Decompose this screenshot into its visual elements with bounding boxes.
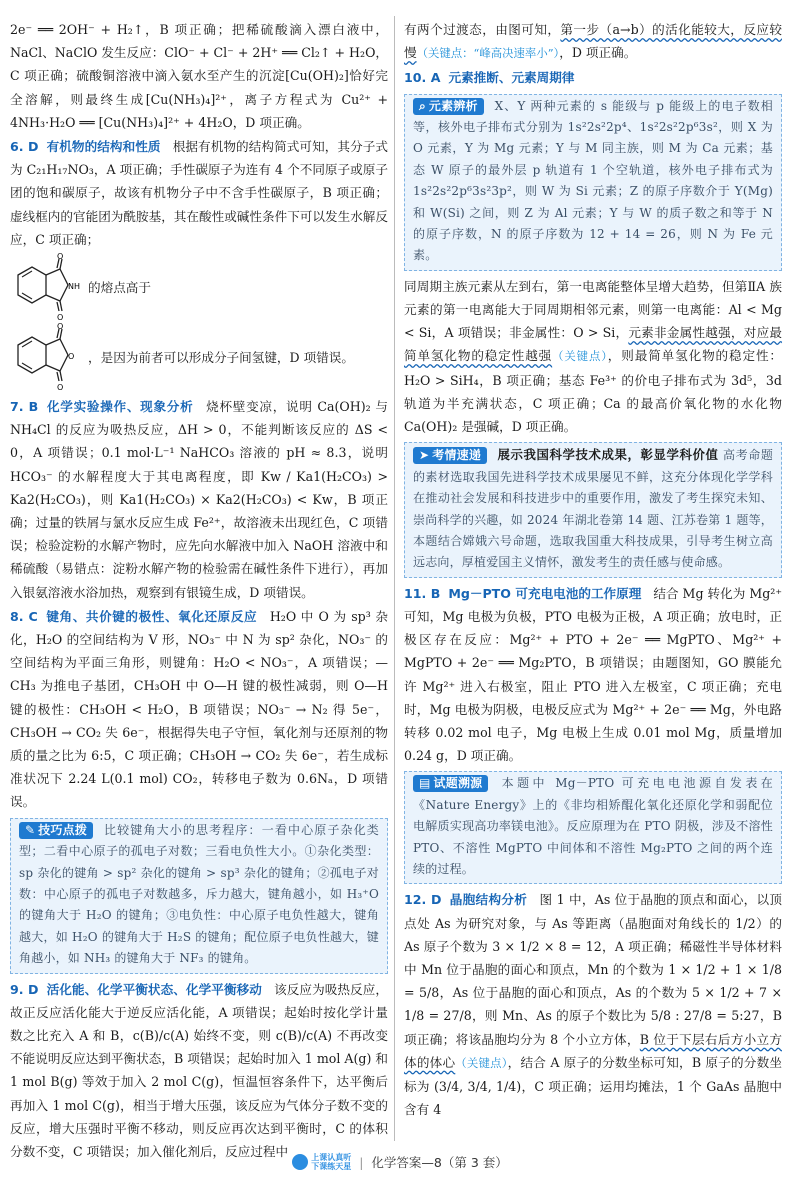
structure-atom-label: NH (68, 282, 80, 292)
right-column (404, 18, 782, 1143)
exam-text: 高考命题的素材选取我国先进科学技术成果屡见不鲜，这充分体现化学学科在推动社会发展和科技进步中的重要作用，激发了考生探究未知、崇尚科学的兴趣，如 2024 年湖北卷第 14 题、江苏卷第 1 题等，本题结合嫦娥六号命题，选取我国重大科技成果，引导考生树立高远志向，厚植爱国主义情怀，激发考生的责任感与使命感。 (413, 448, 774, 570)
q7-paragraph (10, 395, 388, 604)
q6-text-c: ，是因为前者可以形成分子间氢键，D 项错误。 (88, 350, 354, 366)
structure-atom-label: O (57, 322, 64, 332)
q12-text-a: 图 1 中，As 位于晶胞的顶点和面心，以顶点处 As 为研究对象，与 As 等距离（晶胞面对角线长的 1/2）的 As 原子个数为 3 × 1/2 × 8 = 12，A 项正确；稀磁性半导体材料中 Mn 位于晶胞的面心和顶点，Mn 的个数为 1 × 1/2 + 1 × 1/8 = 5/8，As 位于晶胞的面心和顶点，As 的个数为 5 × 1/2 + 7 × 1/8 = 27/8，则 Mn、As 的原子个数比为 5/8 : 27/8 = 5:27，B 项正确；将该晶胞均分为 8 个小立方体， (404, 892, 782, 1047)
source-tag-label: 试题溯源 (433, 776, 483, 791)
q9-number: 9. D (10, 981, 39, 997)
q6-text-b: 的熔点高于 (88, 280, 151, 296)
element-analysis-box (404, 94, 782, 271)
tip-tag (19, 822, 93, 839)
q10-heading (404, 66, 782, 89)
q10-paragraph (404, 275, 782, 438)
publisher-logo (292, 1153, 351, 1171)
q11-topic: Mg－PTO 可充电电池的工作原理 (448, 585, 642, 601)
intro-paragraph: 2e⁻ ══ 2OH⁻ + H₂↑，B 项正确；把稀硫酸滴入漂白液中，NaCl、NaClO 发生反应：ClO⁻ + Cl⁻ + 2H⁺ ══ Cl₂↑ + H₂O，C 项正确；硫酸铜溶液中滴入氨水至产生的沉淀[Cu(OH)₂]恰好完全溶解，则最终生成[Cu(NH₃)₄]²⁺，离子方程式为 Cu²⁺ + 4NH₃·H₂O ══ [Cu(NH₃)₄]²⁺ + 4H₂O，D 项正确。 (10, 22, 388, 130)
magnifier-icon: ⌕ (419, 98, 426, 113)
q12-text-b: B 位于下层右后方小立方体的体心 (404, 1031, 782, 1070)
q8-topic: 键角、共价键的极性、氧化还原反应 (46, 608, 258, 624)
cont-key-note: （关键点：“峰高决速率小”） (416, 46, 560, 61)
source-box (404, 771, 782, 884)
q10-topic: 元素推断、元素周期律 (448, 70, 575, 86)
q10-text-a: 同周期主族元素从左到右，第一电离能整体呈增大趋势，但第ⅡA 族元素的第一电离能大于同周期相邻元素，则第一电离能：Al < Mg < Si，A 项错误；非金属性：O > Si， (404, 278, 782, 341)
q6-structure-row-1 (10, 252, 388, 323)
tip-text: 比较键角大小的思考程序：一看中心原子杂化类型；二看中心原子的孤电子对数；三看电负性大小。①杂化类型：sp 杂化的键角 > sp² 杂化的键角 > sp³ 杂化的键角；②孤电子对数：中心原子的孤电子对数越多，斥力越大，键角越小，如 H₃⁺O 的键角大于 H₂O 的键角；③电负性：中心原子电负性越大，键角越大，如 H₂O 的键角大于 H₂S 的键角；配位原子电负性越大，键角越小，如 NH₃ 的键角大于 NF₃ 的键角。 (19, 822, 379, 966)
q8-number: 8. C (10, 608, 38, 624)
logo-line-1: 上课认真听 (311, 1153, 352, 1162)
element-text: X、Y 两种元素的 s 能级与 p 能级上的电子数相等，核外电子排布式分别为 1s²2s²2p⁴、1s²2s²2p⁶3s²，则 X 为 O 元素，Y 为 Mg 元素；Y 与 M 同主族，则 M 为 Ca 元素；基态 W 原子的最外层 p 轨道有 1 个空轨道，核外电子排布式为 1s²2s²2p⁶3s²3p²，则 W 为 Si 元素；Z 的原子序数介于 Y(Mg) 和 W(Si) 之间，则 Z 为 Al 元素；Y 与 W 的质子数之和等于 N 的原子序数，N 的原子序数为 12 + 14 = 26，则 N 为 Fe 元素。 (413, 98, 773, 263)
q8-text: H₂O 中 O 为 sp³ 杂化，H₂O 的空间结构为 V 形，NO₃⁻ 中 N 为 sp² 杂化，NO₃⁻ 的空间结构为平面三角形，则键角：H₂O < NO₃⁻，A 项错误；—CH₃ 为推电子基团，CH₃OH 中 O—H 键的极性减弱，则 O—H 键的极性：CH₃OH < H₂O，B 项错误；NO₃⁻ → N₂ 得 5e⁻，CH₃OH → CO₂ 失 6e⁻，根据得失电子守恒，氧化剂与还原剂的物质的量之比为 6:5，C 项正确；CH₃OH → CO₂ 失 6e⁻，若生成标准状况下 2.24 L(0.1 mol) CO₂，转移电子数为 0.6Nₐ，D 项错误。 (10, 608, 388, 810)
structure-atom-label: O (68, 352, 75, 362)
q12-number: 12. D (404, 892, 442, 908)
q6-number: 6. D (10, 139, 39, 155)
q9-paragraph (10, 978, 388, 1164)
cont-text-b: 第一步（a→b）的活化能较大，反应较慢 (404, 22, 782, 61)
q6-structure-row-2 (10, 322, 388, 393)
q6-topic: 有机物的结构和性质 (46, 139, 161, 155)
structure-atom-label: O (57, 313, 64, 323)
column-divider (394, 16, 395, 1141)
q12-paragraph (404, 888, 782, 1121)
document-icon: ▤ (419, 776, 431, 791)
q6-text-a: 根据有机物的结构简式可知，其分子式为 C₂₁H₁₇NO₃，A 项正确；手性碳原子为连有 4 个不同原子或原子团的饱和碳原子，故该有机物分子中不含手性碳原子，B 项正确；虚线框内的官能团为酰胺基，其在酸性或碱性条件下可以发生水解反应，C 项正确； (10, 139, 389, 247)
paper-plane-icon: ➤ (419, 448, 430, 463)
tip-tag-label: 技巧点拨 (38, 822, 88, 837)
q7-text: 烧杯壁变凉，说明 Ca(OH)₂ 与 NH₄Cl 的反应为吸热反应，ΔH > 0，不能判断该反应的 ΔS < 0，A 项错误；0.1 mol·L⁻¹ NaHCO₃ 溶液的 pH ≈ 8.3，说明 HCO₃⁻ 的水解程度大于其电离程度，即 Kw / Ka1(H₂CO₃) > Ka2(H₂CO₃)，则 Ka1(H₂CO₃) × Ka2(H₂CO₃) < Kw，B 项正确；过量的铁屑与氯水反应生成 Fe²⁺，故溶液未出现红色，C 项错误；检验淀粉的水解产物时，应先向水解液中加入 NaOH 溶液中和稀硫酸（易错点：淀粉水解产物的检验需在碱性条件下进行），再加入银氨溶液水浴加热，观察到有银镜生成，D 项错误。 (10, 399, 389, 600)
structure-atom-label: O (57, 383, 64, 393)
element-tag (413, 98, 484, 115)
q8-paragraph (10, 605, 388, 814)
q6-paragraph (10, 135, 388, 251)
q9-continuation (404, 18, 782, 65)
q10-text-c: ，则最简单氢化物的稳定性：H₂O > SiH₄，B 项正确；基态 Fe³⁺ 的价电子排布式为 3d⁵，3d 轨道为半充满状态，C 项正确；Ca 的最高价氧化物的水化物 Ca(OH)₂ 是强碱，D 项正确。 (404, 348, 783, 435)
q9-topic: 活化能、化学平衡状态、化学平衡移动 (46, 981, 262, 997)
exam-tag (413, 447, 487, 464)
q9-text: 该反应为吸热反应，故正反应活化能大于逆反应活化能，A 项错误；起始时按化学计量数之比充入 A 和 B，c(B)/c(A) 始终不变，则 c(B)/c(A) 不再改变不能说明反应达到平衡状态，B 项错误；起始时加入 1 mol A(g) 和 1 mol B(g) 等效于加入 2 mol C(g)，恒温恒容条件下，达平衡后再加入 1 mol C(g)，相当于增大压强，该反应为气体分子数不变的反应，增大压强时平衡不移动，则反应再次达到平衡时，C 的体积分数不变，C 项错误；加入催化剂后，反应过程中 (10, 981, 389, 1159)
page-footer: 上课认真听 下课练天星 | 化学答案—8（第 3 套） (0, 1147, 800, 1177)
q10-number: 10. A (404, 70, 441, 86)
element-tag-label: 元素辨析 (428, 98, 478, 113)
q12-key-note: （关键点） (455, 1055, 508, 1070)
q10-text-b: 元素非金属性越强，对应最简单氢化物的稳定性越强 (404, 325, 783, 364)
lightbulb-icon: ✎ (25, 822, 36, 837)
star-logo-icon (292, 1154, 308, 1170)
structure-atom-label: O (57, 252, 64, 262)
tip-box (10, 818, 388, 974)
q12-text-c: ，结合 A 原子的分数坐标可知，B 原子的分数坐标为 (3/4, 3/4, 1/4)，C 项正确；运用均摊法，1 个 GaAs 晶胞中含有 4 (404, 1054, 782, 1118)
q11-text: 结合 Mg 转化为 Mg²⁺ 可知，Mg 电极为负极，PTO 电极为正极，A 项正确；放电时，正极区存在反应：Mg²⁺ + PTO + 2e⁻ ══ MgPTO、Mg²⁺ + MgPTO + 2e⁻ ══ Mg₂PTO，B 项错误；由题图知，GO 膜能允许 Mg²⁺ 进入右极室，阻止 PTO 进入左极室，C 项正确；充电时，Mg 电极为阴极，电极反应式为 Mg²⁺ + 2e⁻ ══ Mg，外电路转移 0.02 mol 电子，Mg 电极上生成 0.01 mol Mg，质量增加 0.24 g，D 项正确。 (404, 585, 782, 764)
exam-title: 展示我国科学技术成果，彰显学科价值 (497, 447, 719, 463)
q7-topic: 化学实验操作、现象分析 (46, 399, 194, 415)
cont-text-c: ，D 项正确。 (559, 45, 637, 61)
q7-number: 7. B (10, 399, 39, 415)
phthalimide-structure (10, 252, 88, 323)
q11-number: 11. B (404, 585, 441, 601)
q12-topic: 晶胞结构分析 (449, 892, 528, 908)
exam-tag-label: 考情速递 (432, 448, 482, 463)
exam-trend-box (404, 442, 782, 577)
source-tag (413, 775, 488, 792)
q10-key-note: （关键点） (552, 349, 608, 364)
cont-text-a: 有两个过渡态，由图可知， (404, 22, 561, 37)
source-text: 本题中 Mg－PTO 可充电电池源自发表在《Nature Energy》上的《非均相矫醌化氧化还原化学和弱配位电解质实现高功率镁电池》。反应原理为在 PTO 阴极，涉及不溶性 PTO、不溶性 MgPTO 中间体和不溶性 Mg₂PTO 之间的两个连续的过程。 (413, 776, 774, 876)
phthalic-anhydride-structure (10, 322, 88, 393)
page-label: 化学答案—8（第 3 套） (371, 1155, 508, 1170)
logo-line-2: 下课练天星 (311, 1162, 352, 1171)
q11-paragraph (404, 582, 782, 768)
